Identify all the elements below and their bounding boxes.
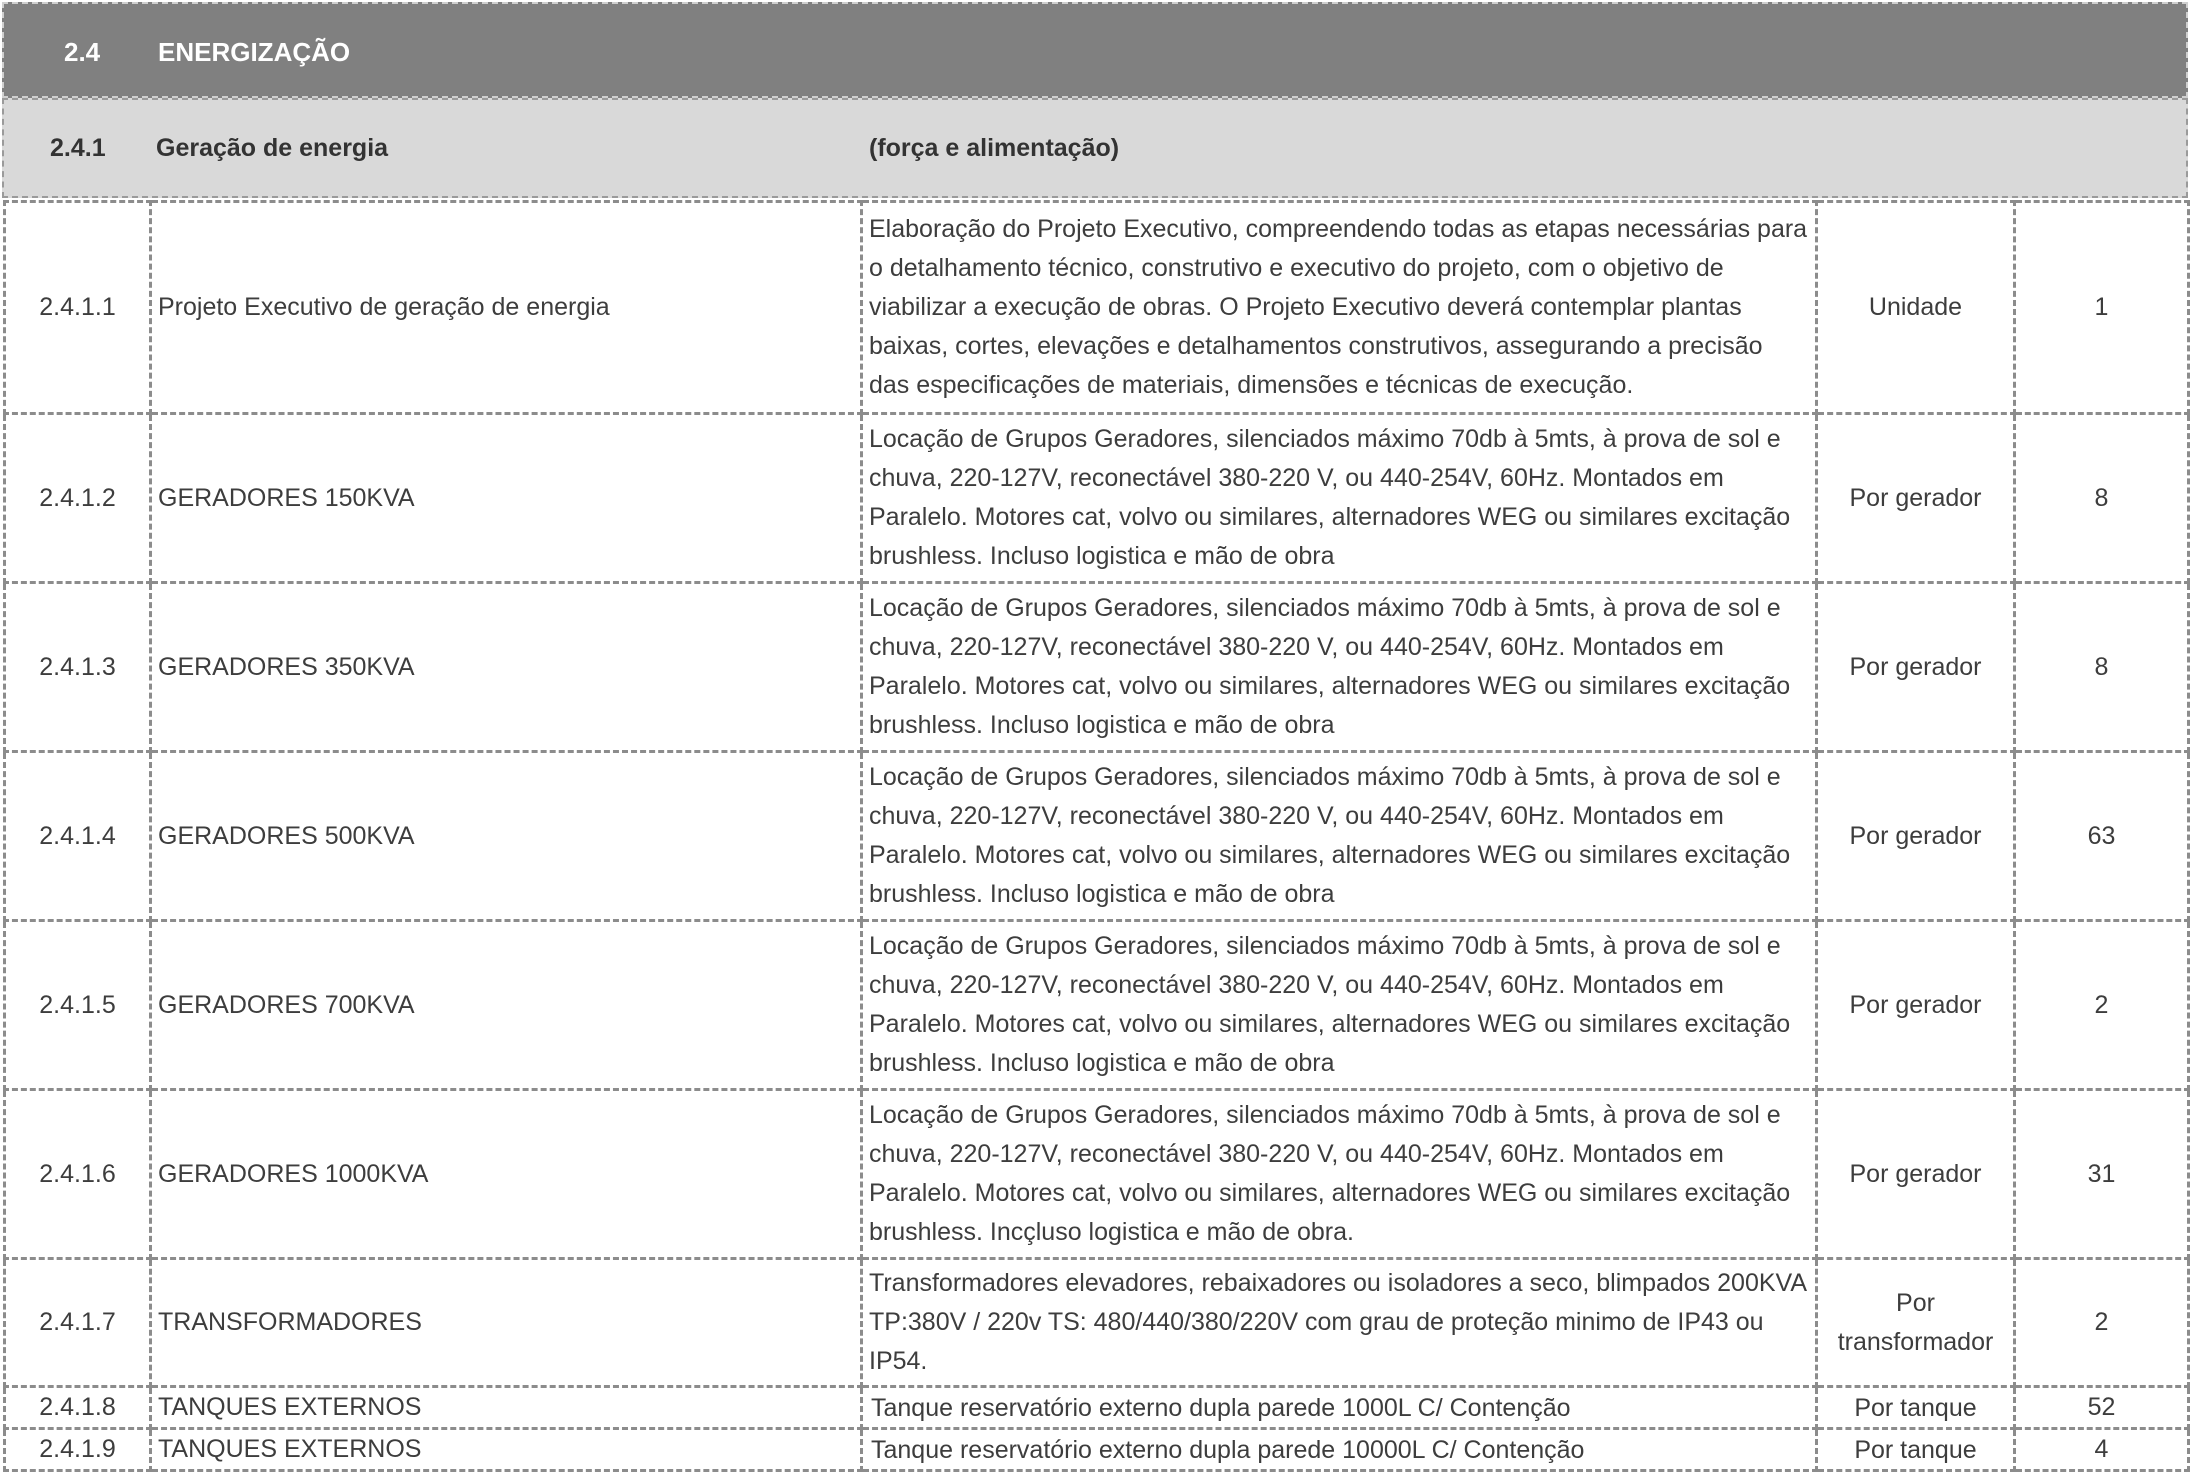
table-row bbox=[5, 583, 2189, 752]
item-unit: Por tanque bbox=[1817, 1387, 2015, 1429]
item-unit: Por gerador bbox=[1817, 921, 2015, 1090]
item-name: TANQUES EXTERNOS bbox=[151, 1387, 862, 1429]
item-unit: Unidade bbox=[1817, 202, 2015, 414]
item-quantity: 8 bbox=[2015, 414, 2189, 583]
item-quantity: 31 bbox=[2015, 1090, 2189, 1259]
item-description: Tanque reservatório externo dupla parede 10000L C/ Contenção bbox=[862, 1429, 1817, 1471]
items-table bbox=[3, 200, 2190, 1472]
item-quantity: 52 bbox=[2015, 1387, 2189, 1429]
item-name: GERADORES 1000KVA bbox=[151, 1090, 862, 1259]
item-quantity: 4 bbox=[2015, 1429, 2189, 1471]
section-title: ENERGIZAÇÃO bbox=[158, 37, 351, 67]
table-row bbox=[5, 1259, 2189, 1387]
item-quantity: 1 bbox=[2015, 202, 2189, 414]
section-number: 2.4 bbox=[64, 37, 101, 67]
item-description: Locação de Grupos Geradores, silenciados máximo 70db à 5mts, à prova de sol e chuva, 220-127V, reconectável 380-220 V, ou 440-254V, 60Hz. Montados em Paralelo. Motores cat, volvo ou similares, alternadores WEG ou similares excitação brushless. Incluso logistica e mão de obra bbox=[862, 583, 1817, 752]
item-description: Locação de Grupos Geradores, silenciados máximo 70db à 5mts, à prova de sol e chuva, 220-127V, reconectável 380-220 V, ou 440-254V, 60Hz. Montados em Paralelo. Motores cat, volvo ou similares, alternadores WEG ou similares excitação brushless. Incluso logistica e mão de obra bbox=[862, 921, 1817, 1090]
subsection-note: (força e alimentação) bbox=[869, 134, 1120, 162]
item-code: 2.4.1.5 bbox=[5, 921, 151, 1090]
item-unit: Por gerador bbox=[1817, 752, 2015, 921]
item-name: GERADORES 500KVA bbox=[151, 752, 862, 921]
item-name: TRANSFORMADORES bbox=[151, 1259, 862, 1387]
item-quantity: 8 bbox=[2015, 583, 2189, 752]
item-name: GERADORES 350KVA bbox=[151, 583, 862, 752]
item-code: 2.4.1.2 bbox=[5, 414, 151, 583]
item-code: 2.4.1.1 bbox=[5, 202, 151, 414]
item-name: GERADORES 700KVA bbox=[151, 921, 862, 1090]
section-header bbox=[2, 2, 2188, 98]
item-unit: Por gerador bbox=[1817, 1090, 2015, 1259]
table-row bbox=[5, 1090, 2189, 1259]
item-code: 2.4.1.4 bbox=[5, 752, 151, 921]
item-code: 2.4.1.7 bbox=[5, 1259, 151, 1387]
item-description: Locação de Grupos Geradores, silenciados máximo 70db à 5mts, à prova de sol e chuva, 220-127V, reconectável 380-220 V, ou 440-254V, 60Hz. Montados em Paralelo. Motores cat, volvo ou similares, alternadores WEG ou similares excitação brushless. Incluso logistica e mão de obra bbox=[862, 752, 1817, 921]
item-description: Transformadores elevadores, rebaixadores ou isoladores a seco, blimpados 200KVA TP:380V / 220v TS: 480/440/380/220V com grau de proteção minimo de IP43 ou IP54. bbox=[862, 1259, 1817, 1387]
item-code: 2.4.1.3 bbox=[5, 583, 151, 752]
item-name: TANQUES EXTERNOS bbox=[151, 1429, 862, 1471]
item-name: Projeto Executivo de geração de energia bbox=[151, 202, 862, 414]
table-row bbox=[5, 921, 2189, 1090]
item-unit: Por tanque bbox=[1817, 1429, 2015, 1471]
item-code: 2.4.1.6 bbox=[5, 1090, 151, 1259]
item-description: Elaboração do Projeto Executivo, compreendendo todas as etapas necessárias para o detalhamento técnico, construtivo e executivo do projeto, com o objetivo de viabilizar a execução de obras. O Projeto Executivo deverá contemplar plantas baixas, cortes, elevações e detalhamentos construtivos, assegurando a precisão das especificações de materiais, dimensões e técnicas de execução. bbox=[862, 202, 1817, 414]
item-quantity: 2 bbox=[2015, 921, 2189, 1090]
item-description: Locação de Grupos Geradores, silenciados máximo 70db à 5mts, à prova de sol e chuva, 220-127V, reconectável 380-220 V, ou 440-254V, 60Hz. Montados em Paralelo. Motores cat, volvo ou similares, alternadores WEG ou similares excitação brushless. Incçluso logistica e mão de obra. bbox=[862, 1090, 1817, 1259]
item-unit: Por transformador bbox=[1817, 1259, 2015, 1387]
item-unit: Por gerador bbox=[1817, 414, 2015, 583]
table-row bbox=[5, 752, 2189, 921]
table-row bbox=[5, 1429, 2189, 1471]
item-name: GERADORES 150KVA bbox=[151, 414, 862, 583]
table-row bbox=[5, 202, 2189, 414]
subsection-header bbox=[2, 98, 2188, 198]
subsection-name: Geração de energia bbox=[156, 134, 389, 162]
item-description: Tanque reservatório externo dupla parede 1000L C/ Contenção bbox=[862, 1387, 1817, 1429]
item-code: 2.4.1.8 bbox=[5, 1387, 151, 1429]
subsection-number: 2.4.1 bbox=[50, 134, 106, 162]
table-row bbox=[5, 414, 2189, 583]
item-description: Locação de Grupos Geradores, silenciados máximo 70db à 5mts, à prova de sol e chuva, 220-127V, reconectável 380-220 V, ou 440-254V, 60Hz. Montados em Paralelo. Motores cat, volvo ou similares, alternadores WEG ou similares excitação brushless. Incluso logistica e mão de obra bbox=[862, 414, 1817, 583]
table-row bbox=[5, 1387, 2189, 1429]
item-code: 2.4.1.9 bbox=[5, 1429, 151, 1471]
item-quantity: 63 bbox=[2015, 752, 2189, 921]
item-unit: Por gerador bbox=[1817, 583, 2015, 752]
item-quantity: 2 bbox=[2015, 1259, 2189, 1387]
